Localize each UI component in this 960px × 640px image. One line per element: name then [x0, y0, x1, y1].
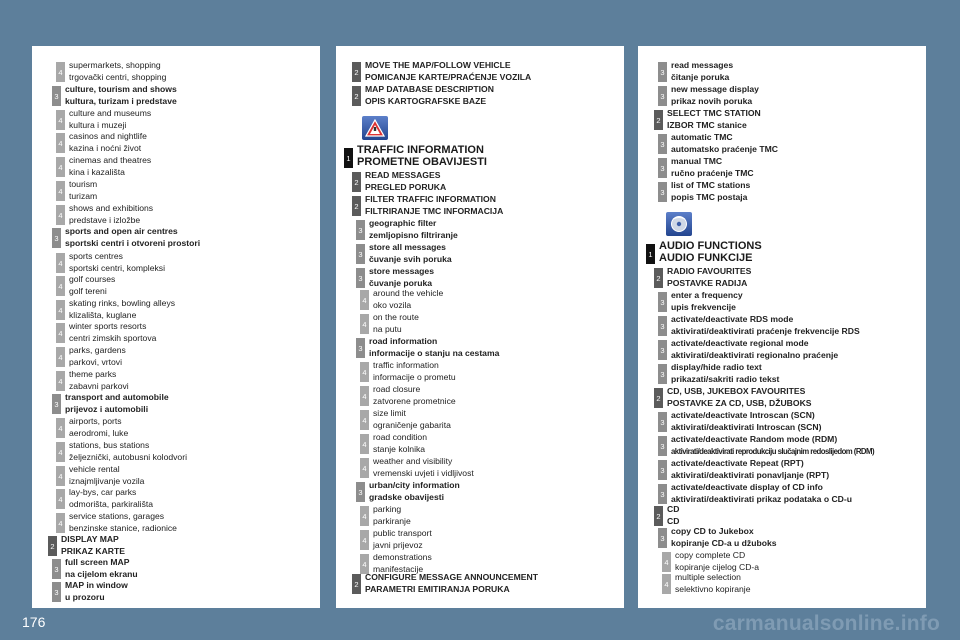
label-croatian: kultura i muzeji	[69, 119, 127, 130]
menu-column-1	[32, 46, 320, 608]
menu-item-text	[65, 392, 169, 415]
menu-item-text	[365, 194, 503, 217]
level-badge: 4	[56, 489, 65, 509]
level-badge: 4	[360, 506, 369, 526]
label-croatian: čuvanje svih poruka	[369, 253, 452, 264]
level-badge: 4	[56, 300, 65, 320]
label-croatian: na cijelom ekranu	[65, 568, 138, 579]
label-croatian: aerodromi, luke	[69, 427, 129, 438]
level-badge: 2	[654, 506, 663, 526]
label-croatian: turizam	[69, 190, 98, 201]
label-english: SELECT TMC STATION	[667, 108, 761, 118]
label-croatian: iznajmljivanje vozila	[69, 475, 145, 486]
menu-item-text	[69, 440, 187, 463]
label-croatian: u prozoru	[65, 591, 105, 602]
label-english: casinos and nightlife	[69, 131, 147, 141]
label-english: activate/deactivate RDS mode	[671, 314, 794, 324]
menu-item-text	[369, 480, 460, 503]
level-badge: 4	[56, 62, 65, 82]
level-badge: 3	[356, 482, 365, 502]
traffic-warning-icon	[365, 119, 385, 137]
menu-item-text	[373, 288, 443, 311]
label-croatian: predstave i izložbe	[69, 214, 141, 225]
menu-item-text	[365, 572, 538, 595]
label-english: cinemas and theatres	[69, 155, 152, 165]
menu-item-text	[671, 434, 874, 457]
menu-item-text	[369, 266, 434, 289]
label-english: read messages	[671, 60, 734, 70]
menu-item-text	[671, 132, 778, 155]
audio-cd-icon	[669, 215, 689, 233]
level-badge: 4	[56, 157, 65, 177]
menu-item-text	[69, 464, 144, 487]
level-badge: 3	[52, 394, 61, 414]
label-croatian: parkovi, vrtovi	[69, 356, 123, 367]
label-croatian: ručno praćenje TMC	[671, 167, 754, 178]
label-croatian: sportski centri i otvoreni prostori	[65, 237, 201, 248]
level-badge: 3	[658, 158, 667, 178]
menu-item-text	[373, 360, 456, 383]
menu-item-text	[65, 226, 200, 249]
label-croatian: popis TMC postaja	[671, 191, 748, 202]
level-badge: 2	[352, 172, 361, 192]
menu-item-text	[69, 155, 151, 178]
level-badge: 4	[360, 554, 369, 574]
menu-item-text	[671, 526, 777, 549]
level-badge: 4	[662, 574, 671, 594]
label-croatian: klizališta, kuglane	[69, 309, 137, 320]
level-badge: 4	[56, 442, 65, 462]
menu-item-text	[373, 432, 427, 455]
label-croatian: PRIKAZ KARTE	[61, 545, 125, 556]
menu-item-text	[373, 528, 432, 551]
label-english: parks, gardens	[69, 345, 126, 355]
label-english: multiple selection	[675, 572, 741, 582]
level-badge: 4	[56, 513, 65, 533]
menu-item-text	[373, 312, 419, 335]
label-croatian: manifestacije	[373, 563, 424, 574]
level-badge: 4	[56, 466, 65, 486]
label-english: road information	[369, 336, 438, 346]
label-english: CD, USB, JUKEBOX FAVOURITES	[667, 386, 806, 396]
menu-item-text	[667, 504, 679, 527]
level-badge: 4	[56, 323, 65, 343]
label-croatian: AUDIO FUNKCIJE	[659, 252, 753, 264]
level-badge: 3	[658, 134, 667, 154]
label-english: sports and open air centres	[65, 226, 178, 236]
level-badge: 3	[658, 412, 667, 432]
menu-item-text	[671, 156, 754, 179]
label-croatian: PARAMETRI EMITIRANJA PORUKA	[365, 583, 510, 594]
label-croatian: aktivirati/deaktivirati ponavljanje (RPT)	[671, 469, 830, 480]
level-badge: 2	[48, 536, 57, 556]
level-badge: 3	[658, 292, 667, 312]
label-english: READ MESSAGES	[365, 170, 441, 180]
label-croatian: POSTAVKE RADIJA	[667, 277, 748, 288]
menu-item-text	[69, 108, 151, 131]
menu-item-text	[671, 362, 779, 385]
label-croatian: parkiranje	[373, 515, 411, 526]
level-badge: 4	[56, 133, 65, 153]
label-english: transport and automobile	[65, 392, 169, 402]
level-badge: 3	[52, 559, 61, 579]
label-croatian: javni prijevoz	[373, 539, 423, 550]
label-english: activate/deactivate display of CD info	[671, 482, 823, 492]
menu-item-text	[365, 170, 446, 193]
level-badge: 1	[344, 148, 353, 168]
level-badge: 4	[360, 458, 369, 478]
label-english: lay-bys, car parks	[69, 487, 137, 497]
menu-item-text	[69, 251, 165, 274]
menu-item-text	[65, 557, 138, 580]
label-croatian: PREGLED PORUKA	[365, 181, 447, 192]
label-croatian: POMICANJE KARTE/PRAĆENJE VOZILA	[365, 71, 532, 82]
label-croatian: stanje kolnika	[373, 443, 426, 454]
label-croatian: kina i kazališta	[69, 166, 125, 177]
level-badge: 3	[658, 484, 667, 504]
level-badge: 4	[360, 362, 369, 382]
menu-item-text	[69, 416, 128, 439]
level-badge: 3	[356, 268, 365, 288]
label-english: full screen MAP	[65, 557, 130, 567]
menu-item-text	[69, 345, 126, 368]
menu-item-text	[69, 203, 153, 226]
level-badge: 4	[56, 181, 65, 201]
label-english: store messages	[369, 266, 434, 276]
label-english: new message display	[671, 84, 759, 94]
label-english: DISPLAY MAP	[61, 534, 119, 544]
label-croatian: kultura, turizam i predstave	[65, 95, 177, 106]
label-english: automatic TMC	[671, 132, 733, 142]
section-pictogram	[362, 116, 388, 140]
menu-item-text	[667, 266, 751, 289]
level-badge: 3	[658, 460, 667, 480]
menu-item-text	[671, 314, 860, 337]
menu-item-text	[69, 179, 97, 202]
label-croatian: ograničenje gabarita	[373, 419, 451, 430]
label-croatian: automatsko praćenje TMC	[671, 143, 778, 154]
label-english: traffic information	[373, 360, 439, 370]
menu-item-text	[373, 408, 451, 431]
menu-item-text	[373, 504, 411, 527]
label-croatian: prikazati/sakriti radio tekst	[671, 373, 780, 384]
menu-item-text	[671, 60, 733, 83]
label-croatian: aktivirati/deaktivirati reprodukciju slučajnim redoslijedom (RDM)	[671, 446, 874, 456]
menu-item-text	[69, 131, 147, 154]
label-english: stations, bus stations	[69, 440, 150, 450]
menu-item-text	[69, 321, 156, 344]
menu-item-text	[65, 84, 177, 107]
level-badge: 3	[658, 528, 667, 548]
level-badge: 3	[356, 244, 365, 264]
label-croatian: željeznički, autobusni kolodvori	[69, 451, 187, 462]
watermark: carmanualsonline.info	[712, 612, 940, 635]
menu-item-text	[69, 487, 153, 510]
level-badge: 3	[52, 582, 61, 602]
label-english: MOVE THE MAP/FOLLOW VEHICLE	[365, 60, 511, 70]
level-badge: 4	[662, 552, 671, 572]
label-english: parking	[373, 504, 402, 514]
label-croatian: čitanje poruka	[671, 71, 730, 82]
menu-item-text	[69, 369, 129, 392]
label-english: shows and exhibitions	[69, 203, 154, 213]
label-croatian: sportski centri, kompleksi	[69, 262, 165, 273]
level-badge: 3	[356, 338, 365, 358]
menu-item-text	[671, 290, 743, 313]
label-english: airports, ports	[69, 416, 122, 426]
label-english: display/hide radio text	[671, 362, 762, 372]
label-english: TRAFFIC INFORMATION	[357, 144, 484, 156]
menu-item-text	[671, 410, 821, 433]
level-badge: 4	[56, 110, 65, 130]
label-english: copy CD to Jukebox	[671, 526, 754, 536]
label-english: around the vehicle	[373, 288, 444, 298]
label-english: winter sports resorts	[69, 321, 147, 331]
label-english: MAP DATABASE DESCRIPTION	[365, 84, 494, 94]
label-english: list of TMC stations	[671, 180, 751, 190]
label-croatian: trgovački centri, shopping	[69, 71, 167, 82]
label-croatian: aktivirati/deaktivirati regionalno praćenje	[671, 349, 839, 360]
level-badge: 3	[658, 364, 667, 384]
label-english: urban/city information	[369, 480, 460, 490]
page-number: 176	[22, 614, 46, 630]
label-croatian: benzinske stanice, radionice	[69, 522, 177, 533]
label-croatian: prikaz novih poruka	[671, 95, 753, 106]
label-english: AUDIO FUNCTIONS	[659, 240, 762, 252]
section-title-text	[659, 240, 762, 264]
level-badge: 3	[52, 228, 61, 248]
label-english: culture, tourism and shows	[65, 84, 177, 94]
label-english: public transport	[373, 528, 432, 538]
label-croatian: golf tereni	[69, 285, 107, 296]
label-croatian: na putu	[373, 323, 402, 334]
level-badge: 2	[352, 62, 361, 82]
label-croatian: FILTRIRANJE TMC INFORMACIJA	[365, 205, 504, 216]
section-pictogram	[666, 212, 692, 236]
label-english: CD	[667, 504, 680, 514]
label-english: store all messages	[369, 242, 446, 252]
level-badge: 4	[56, 205, 65, 225]
menu-item-text	[667, 108, 761, 131]
label-english: supermarkets, shopping	[69, 60, 161, 70]
section-title-text	[357, 144, 487, 168]
label-english: golf courses	[69, 274, 116, 284]
menu-column-3	[638, 46, 926, 608]
label-english: MAP in window	[65, 580, 128, 590]
label-english: activate/deactivate Introscan (SCN)	[671, 410, 815, 420]
label-english: road closure	[373, 384, 421, 394]
label-english: vehicle rental	[69, 464, 120, 474]
label-croatian: POSTAVKE ZA CD, USB, DŽUBOKS	[667, 397, 812, 408]
label-english: sports centres	[69, 251, 123, 261]
label-croatian: centri zimskih sportova	[69, 332, 157, 343]
label-croatian: selektivno kopiranje	[675, 583, 751, 594]
level-badge: 2	[352, 574, 361, 594]
label-croatian: informacije o prometu	[373, 371, 456, 382]
level-badge: 3	[658, 182, 667, 202]
level-badge: 4	[56, 371, 65, 391]
level-badge: 4	[360, 530, 369, 550]
menu-item-text	[69, 60, 166, 83]
menu-item-text	[61, 534, 125, 557]
label-croatian: odmorišta, parkirališta	[69, 498, 154, 509]
label-english: geographic filter	[369, 218, 437, 228]
label-croatian: kazina i noćni život	[69, 142, 142, 153]
level-badge: 4	[56, 253, 65, 273]
label-english: on the route	[373, 312, 419, 322]
label-croatian: gradske obavijesti	[369, 491, 444, 502]
label-english: manual TMC	[671, 156, 723, 166]
menu-item-text	[365, 84, 494, 107]
menu-item-text	[69, 274, 115, 297]
label-croatian: upis frekvencije	[671, 301, 736, 312]
level-badge: 4	[56, 418, 65, 438]
label-english: enter a frequency	[671, 290, 743, 300]
label-english: RADIO FAVOURITES	[667, 266, 752, 276]
menu-item-text	[373, 456, 474, 479]
label-croatian: aktivirati/deaktivirati praćenje frekvencije RDS	[671, 325, 860, 336]
label-croatian: oko vozila	[373, 299, 412, 310]
label-english: FILTER TRAFFIC INFORMATION	[365, 194, 496, 204]
menu-item-text	[369, 336, 499, 359]
level-badge: 4	[360, 434, 369, 454]
menu-item-text	[369, 242, 452, 265]
level-badge: 4	[56, 347, 65, 367]
menu-item-text	[671, 482, 852, 505]
menu-item-text	[671, 180, 750, 203]
menu-item-text	[671, 338, 838, 361]
level-badge: 3	[658, 340, 667, 360]
menu-item-text	[373, 384, 456, 407]
label-english: CONFIGURE MESSAGE ANNOUNCEMENT	[365, 572, 538, 582]
label-croatian: prijevoz i automobili	[65, 403, 149, 414]
level-badge: 3	[52, 86, 61, 106]
level-badge: 3	[658, 436, 667, 456]
label-croatian: aktivirati/deaktivirati Introscan (SCN)	[671, 421, 822, 432]
label-croatian: kopiranje cijelog CD-a	[675, 561, 760, 572]
label-english: service stations, garages	[69, 511, 165, 521]
menu-item-text	[675, 550, 759, 573]
menu-column-2	[336, 46, 624, 608]
label-english: road condition	[373, 432, 427, 442]
level-badge: 3	[658, 86, 667, 106]
label-english: theme parks	[69, 369, 117, 379]
menu-item-text	[69, 298, 175, 321]
level-badge: 2	[654, 110, 663, 130]
level-badge: 4	[360, 314, 369, 334]
level-badge: 1	[646, 244, 655, 264]
label-english: tourism	[69, 179, 98, 189]
level-badge: 4	[360, 410, 369, 430]
label-croatian: zatvorene prometnice	[373, 395, 456, 406]
label-english: culture and museums	[69, 108, 152, 118]
label-croatian: čuvanje poruka	[369, 277, 433, 288]
label-english: activate/deactivate Repeat (RPT)	[671, 458, 804, 468]
label-croatian: CD	[667, 515, 680, 526]
label-croatian: zabavni parkovi	[69, 380, 129, 391]
level-badge: 3	[658, 62, 667, 82]
menu-item-text	[671, 458, 829, 481]
label-english: size limit	[373, 408, 406, 418]
label-english: skating rinks, bowling alleys	[69, 298, 176, 308]
menu-item-text	[65, 580, 128, 603]
menu-item-text	[671, 84, 759, 107]
label-english: activate/deactivate regional mode	[671, 338, 809, 348]
label-croatian: OPIS KARTOGRAFSKE BAZE	[365, 95, 487, 106]
label-croatian: vremenski uvjeti i vidljivost	[373, 467, 474, 478]
menu-item-text	[69, 511, 177, 534]
level-badge: 2	[654, 268, 663, 288]
level-badge: 3	[658, 316, 667, 336]
label-croatian: zemljopisno filtriranje	[369, 229, 458, 240]
label-croatian: kopiranje CD-a u džuboks	[671, 537, 777, 548]
label-croatian: PROMETNE OBAVIJESTI	[357, 156, 487, 168]
level-badge: 4	[360, 290, 369, 310]
level-badge: 2	[654, 388, 663, 408]
label-english: weather and visibility	[373, 456, 453, 466]
label-croatian: aktivirati/deaktivirati prikaz podataka o CD-u	[671, 493, 853, 504]
menu-item-text	[365, 60, 531, 83]
label-croatian: IZBOR TMC stanice	[667, 119, 747, 130]
menu-item-text	[369, 218, 458, 241]
menu-item-text	[675, 572, 750, 595]
menu-item-text	[667, 386, 812, 409]
label-english: copy complete CD	[675, 550, 746, 560]
label-english: activate/deactivate Random mode (RDM)	[671, 434, 838, 444]
label-english: demonstrations	[373, 552, 432, 562]
level-badge: 4	[360, 386, 369, 406]
level-badge: 2	[352, 196, 361, 216]
level-badge: 3	[356, 220, 365, 240]
label-croatian: informacije o stanju na cestama	[369, 347, 500, 358]
level-badge: 4	[56, 276, 65, 296]
level-badge: 2	[352, 86, 361, 106]
